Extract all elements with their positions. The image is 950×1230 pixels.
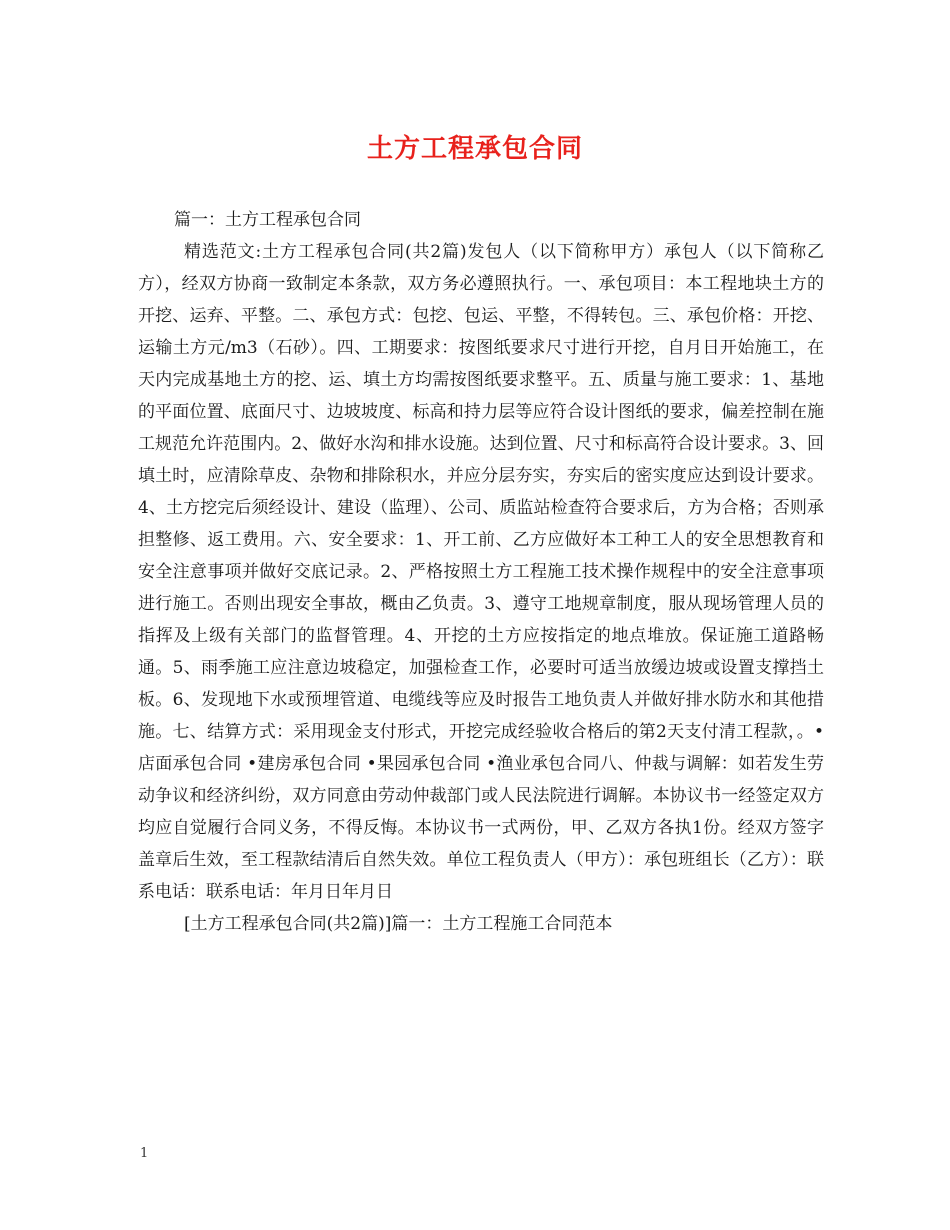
section-heading: 篇一：土方工程承包合同: [174, 210, 361, 230]
document-title: 土方工程承包合同: [366, 134, 583, 164]
document-body: [138, 204, 824, 940]
page-number: 1: [140, 1146, 149, 1161]
contract-body-paragraph: 精选范文:土方工程承包合同(共2篇)发包人（以下简称甲方）承包人（以下简称乙方），经双方协商一致制定本条款，双方务必遵照执行。一、承包项目：本工程地块土方的开挖、运弃、平整。二、承包方式：包挖、包运、平整，不得转包。三、承包价格：开挖、运输土方元/m3（石砂）。四、工期要求：按图纸要求尺寸进行开挖，自月日开始施工，在天内完成基地土方的挖、运、填土方均需按图纸要求整平。五、质量与施工要求：1、基地的平面位置、底面尺寸、边坡坡度、标高和持力层等应符合设计图纸的要求，偏差控制在施工规范允许范围内。2、做好水沟和排水设施。达到位置、尺寸和标高符合设计要求。3、回填土时，应清除草皮、杂物和排除积水，并应分层夯实，夯实后的密实度应达到设计要求。4、土方挖完后须经设计、建设（监理）、公司、质监站检查符合要求后，方为合格；否则承担整修、返工费用。六、安全要求：1、开工前、乙方应做好本工种工人的安全思想教育和安全注意事项并做好交底记录。2、严格按照土方工程施工技术操作规程中的安全注意事项进行施工。否则出现安全事故，概由乙负责。3、遵守工地规章制度，服从现场管理人员的指挥及上级有关部门的监督管理。4、开挖的土方应按指定的地点堆放。保证施工道路畅通。5、雨季施工应注意边坡稳定，加强检查工作，必要时可适当放缓边坡或设置支撑挡土板。6、发现地下水或预埋管道、电缆线等应及时报告工地负责人并做好排水防水和其他措施。七、结算方式：采用现金支付形式，开挖完成经验收合格后的第2天支付清工程款，。•店面承包合同 •建房承包合同 •果园承包合同 •渔业承包合同八、仲裁与调解：如若发生劳动争议和经济纠纷，双方同意由劳动仲裁部门或人民法院进行调解。本协议书一经签定双方均应自觉履行合同义务，不得反悔。本协议书一式两份，甲、乙双方各执1份。经双方签字盖章后生效，至工程款结清后自然失效。单位工程负责人（甲方）：承包班组长（乙方）：联系电话：联系电话：年月日年月日: [138, 242, 824, 902]
next-article-line: [土方工程承包合同(共2篇)]篇一：土方工程施工合同范本: [184, 914, 613, 934]
